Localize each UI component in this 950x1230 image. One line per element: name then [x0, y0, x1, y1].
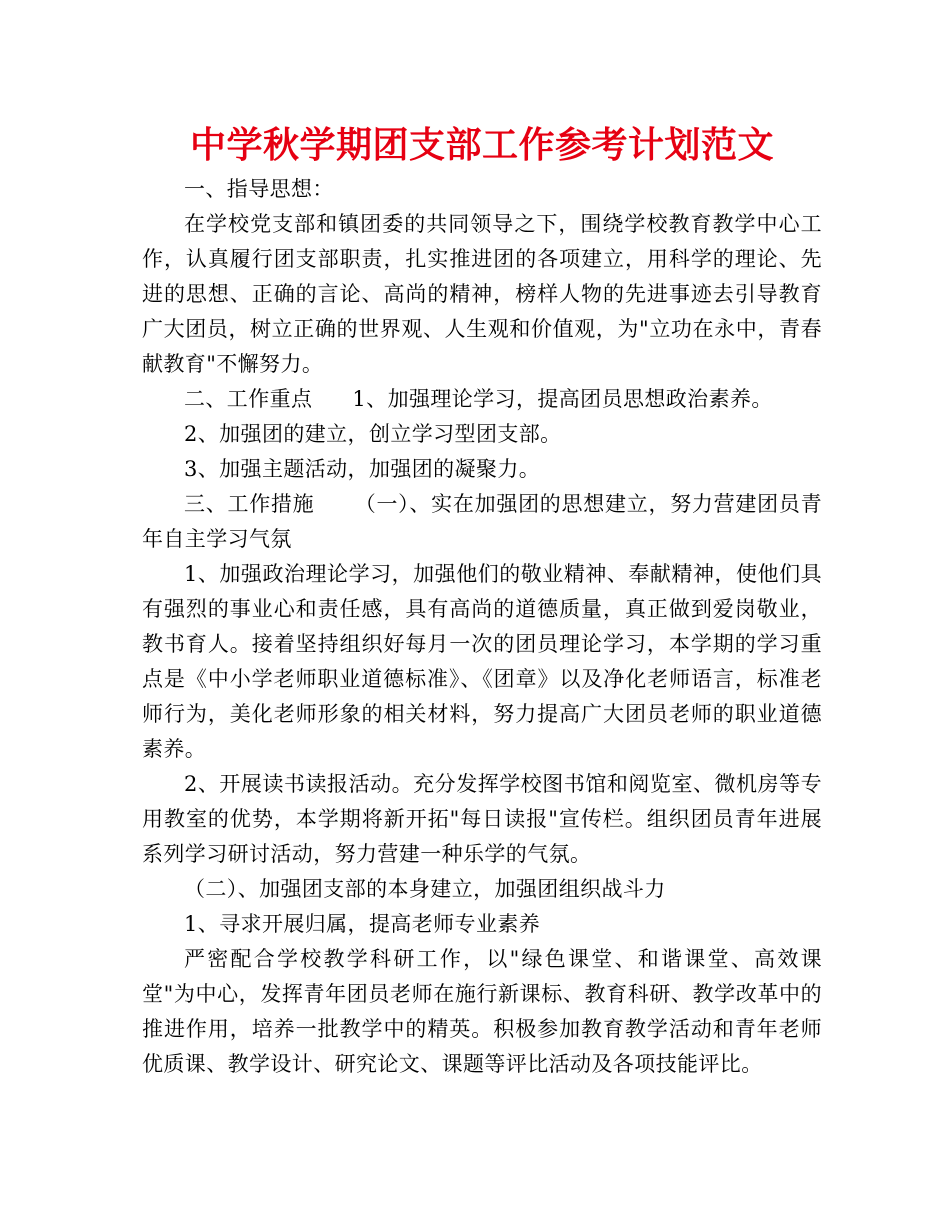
paragraph-measures-heading: [142, 487, 822, 557]
paragraph-text: 3、加强主题活动，加强团的凝聚力。: [184, 457, 541, 481]
paragraph-measures-1: [142, 557, 822, 767]
paragraph-text: 2、开展读书读报活动。充分发挥学校图书馆和阅览室、微机房等专用教室的优势，本学期将新开拓"每日读报"宣传栏。组织团员青年进展系列学习研讨活动，努力营建一种乐学的气氛。: [142, 772, 822, 866]
paragraph-guiding-body: [142, 207, 822, 382]
paragraph-focus-3: [142, 452, 822, 487]
paragraph-text: 1、寻求开展归属，提高老师专业素养: [184, 912, 541, 936]
paragraph-guiding-heading: [142, 172, 822, 207]
document-page: [142, 122, 822, 1082]
paragraph-text: 严密配合学校教学科研工作，以"绿色课堂、和谐课堂、高效课堂"为中心，发挥青年团员老师在施行新课标、教育科研、教学改革中的推进作用，培养一批教学中的精英。积极参加教育教学活动和青年老师优质课、教学设计、研究论文、课题等评比活动及各项技能评比。: [142, 947, 822, 1076]
paragraph-subsection-2-body: [142, 942, 822, 1082]
section-heading: 二、工作重点: [184, 387, 313, 411]
paragraph-text: （二）、加强团支部的本身建立，加强团组织战斗力: [184, 877, 666, 901]
paragraph-focus-1: [142, 382, 822, 417]
paragraph-text: 1、加强理论学习，提高团员思想政治素养。: [352, 387, 773, 411]
paragraph-text: 一、指导思想：: [184, 177, 334, 201]
paragraph-subsection-2-item-1: [142, 907, 822, 942]
paragraph-measures-2: [142, 767, 822, 872]
paragraph-text: 1、加强政治理论学习，加强他们的敬业精神、奉献精神，使他们具有强烈的事业心和责任感，具有高尚的道德质量，真正做到爱岗敬业，教书育人。接着坚持组织好每月一次的团员理论学习，本学期的学习重点是《中小学老师职业道德标准》、《团章》以及净化老师语言，标准老师行为，美化老师形象的相关材料，努力提高广大团员老师的职业道德素养。: [142, 562, 822, 761]
section-heading: 三、工作措施: [184, 492, 315, 516]
paragraph-subsection-2: [142, 872, 822, 907]
paragraph-text: （一）、实在加强团的思想建立，努力营建团员青年自主学习气氛: [142, 492, 822, 551]
paragraph-text: 在学校党支部和镇团委的共同领导之下，围绕学校教育教学中心工作，认真履行团支部职责，扎实推进团的各项建立，用科学的理论、先进的思想、正确的言论、高尚的精神，榜样人物的先进事迹去引导教育广大团员，树立正确的世界观、人生观和价值观，为"立功在永中，青春献教育"不懈努力。: [142, 212, 822, 376]
paragraph-focus-2: [142, 417, 822, 452]
document-title: 中学秋学期团支部工作参考计划范文: [189, 125, 774, 166]
paragraph-text: 2、加强团的建立，创立学习型团支部。: [184, 422, 562, 446]
